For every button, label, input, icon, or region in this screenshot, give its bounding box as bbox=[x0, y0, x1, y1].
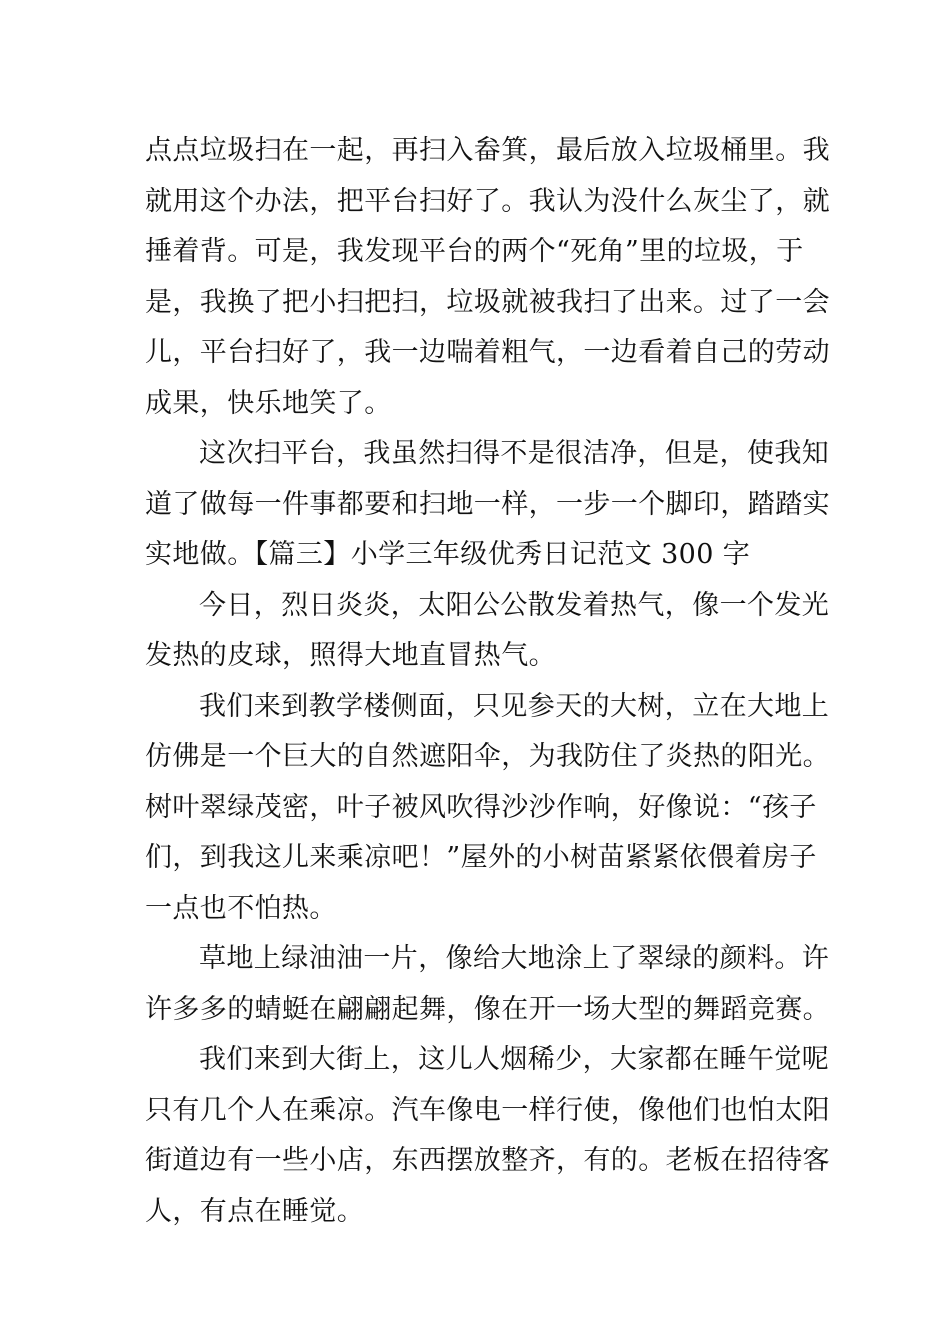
text-line: 只有几个人在乘凉。汽车像电一样行使，像他们也怕太阳 bbox=[145, 1094, 830, 1126]
paragraph bbox=[145, 682, 830, 935]
text-line: 街道边有一些小店，东西摆放整齐，有的。老板在招待客 bbox=[145, 1145, 830, 1176]
text-line: 实地做。【篇三】小学三年级优秀日记范文 300 字 bbox=[145, 539, 751, 570]
document-body bbox=[145, 126, 830, 1237]
text-line: 人，有点在睡觉。 bbox=[145, 1195, 365, 1227]
text-line: 儿，平台扫好了，我一边喘着粗气，一边看着自己的劳动 bbox=[145, 337, 830, 368]
paragraph bbox=[145, 934, 830, 1035]
paragraph bbox=[145, 1035, 830, 1237]
text-line: 就用这个办法，把平台扫好了。我认为没什么灰尘了，就 bbox=[145, 185, 830, 217]
text-line: 我们来到大街上，这儿人烟稀少，大家都在睡午觉呢 bbox=[199, 1044, 830, 1075]
text-line: 一点也不怕热。 bbox=[145, 892, 337, 924]
text-line: 成果，快乐地笑了。 bbox=[145, 387, 392, 419]
text-line: 捶着背。可是，我发现平台的两个“死角”里的垃圾，于 bbox=[145, 236, 804, 267]
text-line: 我们来到教学楼侧面，只见参天的大树，立在大地上 bbox=[199, 690, 830, 722]
text-line: 今日，烈日炎炎，太阳公公散发着热气，像一个发光 bbox=[199, 589, 830, 621]
text-line: 许多多的蜻蜓在翩翩起舞，像在开一场大型的舞蹈竞赛。 bbox=[145, 993, 830, 1025]
text-line: 仿佛是一个巨大的自然遮阳伞，为我防住了炎热的阳光。 bbox=[145, 741, 830, 772]
text-line: 们，到我这儿来乘凉吧！”屋外的小树苗紧紧依偎着房子 bbox=[145, 842, 817, 873]
text-line: 这次扫平台，我虽然扫得不是很洁净，但是，使我知 bbox=[199, 438, 830, 469]
text-line: 是，我换了把小扫把扫，垃圾就被我扫了出来。过了一会 bbox=[145, 286, 830, 318]
paragraph bbox=[145, 581, 830, 682]
text-line: 发热的皮球，照得大地直冒热气。 bbox=[145, 640, 556, 671]
paragraph bbox=[145, 429, 830, 581]
paragraph bbox=[145, 126, 830, 429]
text-line: 道了做每一件事都要和扫地一样，一步一个脚印，踏踏实 bbox=[145, 488, 830, 520]
text-line: 点点垃圾扫在一起，再扫入畚箕，最后放入垃圾桶里。我 bbox=[145, 135, 830, 166]
text-line: 树叶翠绿茂密，叶子被风吹得沙沙作响，好像说：“孩子 bbox=[145, 791, 817, 823]
text-line: 草地上绿油油一片，像给大地涂上了翠绿的颜料。许 bbox=[199, 943, 830, 974]
